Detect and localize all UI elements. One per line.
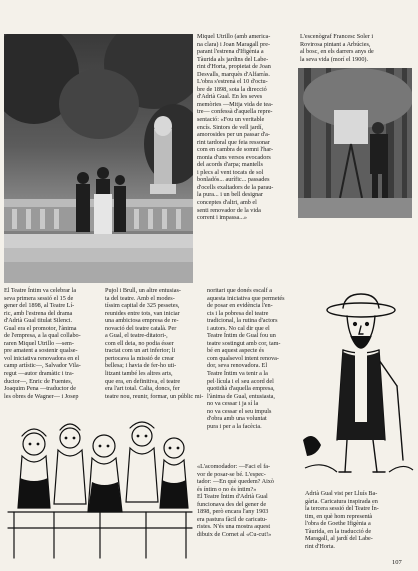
text-line: pre amatent a sostenir qualse- — [4, 347, 78, 355]
text-line: El Teatre Íntim d'Adrià Gual — [197, 493, 268, 501]
text-line: tíssim capital de 325 pessetes, — [105, 302, 180, 310]
text-line: gària. Caricatura inspirada en — [305, 497, 378, 505]
text-line: Joaquim Pena —traductor de — [4, 385, 76, 393]
text-line: d'ocells exaltadors de la parau- — [197, 183, 274, 191]
text-line: tador: —En què quedem? Això — [197, 478, 274, 486]
text-line: Pujol i Brull, un altre entusias- — [105, 287, 181, 294]
page-number: 107 — [392, 559, 402, 566]
photo-horta-garden — [4, 34, 193, 283]
text-line: bre de 1898, sota la direcció — [197, 85, 267, 93]
text-line: ductor—, Enric de Fuentes, — [4, 377, 73, 385]
text-line: vor de posar-se bé. L'espec- — [197, 470, 266, 478]
text-line: rint d'Horta, propietat de Joan — [197, 63, 271, 71]
text-line: teatre nou, reunir, formar, un públic mi- — [105, 392, 204, 400]
text-line: ristes. N'és una mostra aquest — [197, 523, 271, 531]
text-teatre-intim-intro — [4, 287, 102, 400]
text-line: teatre sostingut amb cor, tam- — [207, 339, 281, 347]
text-line: senti renovador de la vida — [197, 206, 261, 214]
text-line: encís. Sintors de vell jardí, — [197, 123, 263, 131]
text-line: no va cessar el seu impuls — [207, 407, 272, 415]
text-line: i plecs al vent tocats de sol — [197, 168, 264, 176]
text-line: L'escenògraf Francesc Soler i — [300, 33, 374, 40]
text-line: no va cessar i ja sí la — [207, 400, 259, 408]
text-line: era pastura fàcil de caricatu- — [197, 515, 268, 523]
text-line: aquesta iniciativa que permetés — [207, 294, 285, 302]
text-line: corrent i impassa...» — [197, 214, 248, 222]
text-utrillo-maragall-caption — [197, 33, 288, 222]
text-line: dibuix de Cornet al «Cu-cut!» — [197, 530, 272, 538]
text-line: l'obra de Goethe Ifigènia a — [305, 520, 371, 528]
text-line: bonladós... aurífic... passades — [197, 176, 270, 184]
text-line: pura i per a la facècia. — [207, 422, 262, 430]
text-line: vol iniciativa renovadora en el — [4, 354, 80, 362]
text-line: 1898, però encara l'any 1903 — [197, 508, 269, 516]
text-line: memòries —Mitja vida de tea- — [197, 100, 273, 108]
text-line: na clara) i Joan Maragall pre- — [197, 40, 271, 48]
text-line: d'Adrià Gual titulat Silenci. — [4, 317, 73, 325]
text-line: l'ànima de Gual, entusiasta, — [207, 392, 275, 400]
text-line: ta del teatre. Amb el modes- — [105, 294, 175, 302]
text-line: novació del teatre català. Per — [105, 324, 177, 332]
text-line: de l'empresa, a la qual collabo- — [4, 332, 81, 340]
text-line: El Teatre Íntim va celebrar la — [4, 287, 77, 294]
text-line: les obres de Wagner— i Josep — [4, 392, 79, 400]
text-line: rint d'Horta. — [305, 542, 335, 550]
text-line: d'obra amb una voluntat — [207, 415, 267, 423]
text-soler-rovirosa-caption — [300, 33, 412, 63]
text-line: monia d'uns versos evocadors — [197, 153, 271, 161]
text-teatre-intim-continued — [207, 287, 301, 430]
text-line: com en cambra de somni l'har- — [197, 146, 274, 154]
text-bagaria-caption — [305, 490, 411, 550]
text-acomodador-caption — [197, 463, 301, 538]
text-line: Desvalls, marquès d'Alfarràs. — [197, 70, 270, 78]
text-line: gener del 1898, al Teatre Lí- — [4, 302, 75, 310]
text-line: bé en aquest aspecte és — [207, 347, 265, 355]
text-line: i autors. No cal dir que el — [207, 324, 270, 332]
text-line: com ell deia, no podia ésser — [105, 339, 174, 347]
text-line: pel·lícula i el seu acord del — [207, 377, 274, 385]
text-line: funcionava des del gener de — [197, 500, 267, 508]
text-line: rint tardoral que feia ressonar — [197, 138, 270, 146]
text-line: sentació: «Fou un veritable — [197, 116, 265, 124]
text-line: com qualsevol intent renova- — [207, 354, 279, 362]
text-line: tre— confessà d'aquella repre- — [197, 108, 273, 116]
text-line: cis i la pobresa del teatre — [207, 309, 269, 317]
text-line: tractat com un art inferior; li — [105, 347, 176, 355]
text-line: Miquel Utrillo (amb america- — [197, 33, 271, 40]
text-line: dor, seva renovadora. El — [207, 362, 268, 370]
text-line: Adrià Gual vist per Lluís Ba- — [305, 490, 378, 497]
text-line: seva primera sessió el 15 de — [4, 294, 74, 302]
text-line: camp artístic—, Salvador Vila- — [4, 362, 81, 370]
caricature-cu-cut-audience — [4, 408, 196, 566]
text-line: parant l'estrena d'Ifigènia a — [197, 48, 264, 56]
text-line: de posar en evidència l'en- — [207, 302, 273, 310]
text-line: raren Miquel Utrillo —sem- — [4, 339, 74, 347]
text-line: la pura... i un bell designar — [197, 191, 263, 199]
text-line: tradicional, la rutina d'actors — [207, 317, 278, 325]
text-line: Maragall, al jardí del Labe- — [305, 535, 373, 543]
caricature-adria-gual — [303, 290, 415, 480]
text-line: Gual era el promotor, l'ànima — [4, 324, 77, 332]
text-line: a Gual, el teatre-ditatori-, — [105, 332, 168, 340]
photo-soler-rovirosa-painting — [298, 68, 412, 218]
text-line: ric, amb l'estrena del drama — [4, 309, 73, 317]
text-line: una ambiciosa empresa de re- — [105, 317, 179, 325]
text-line: bellesa; i havia de fer-ho uti- — [105, 362, 177, 370]
text-line: era l'art total. Calia, doncs, fer — [105, 385, 180, 393]
text-line: regut —autor dramàtic i tra- — [4, 370, 74, 378]
text-line: L'obra s'estrenà el 10 d'octu- — [197, 78, 268, 86]
text-line: reunides entre tots, van iniciar — [105, 309, 180, 317]
text-line: pertocava la missió de crear — [105, 354, 175, 362]
text-line: litzant també les altres arts, — [105, 370, 173, 378]
text-line: tim, en què hom representà — [305, 512, 373, 520]
text-line: conceptes d'altri, amb el — [197, 199, 257, 207]
text-line: al bosc, en els darrers anys de — [300, 48, 374, 56]
text-line: que era, en definitiva, el teatre — [105, 377, 181, 385]
text-line: amorosides per un passar d'a- — [197, 131, 270, 139]
text-teatre-intim-body — [105, 287, 203, 400]
text-line: la tercera sessió del Teatre Ín- — [305, 505, 379, 513]
text-line: del acords d'arpa; mantells — [197, 161, 263, 169]
text-line: Teatre Íntim de Gual fou un — [207, 332, 276, 340]
text-line: «L'acomodador: —Faci el fa- — [197, 463, 271, 470]
text-line: Tàurida, en la traducció de — [305, 527, 372, 535]
text-line: Teatre Íntim va tenir a la — [207, 370, 268, 378]
text-line: quotidià d'aquella empresa, — [207, 385, 275, 393]
text-line: d'Adrià Gual. En les seves — [197, 93, 263, 101]
text-line: Rovirosa pintant a Arbúcies, — [300, 40, 371, 48]
text-line: Tàurida als jardins del Labe- — [197, 55, 269, 63]
text-line: la seva vida (morí el 1900). — [300, 55, 369, 63]
text-line: és íntim o no és íntim?» — [197, 485, 257, 493]
text-line: noritari que donés escalf a — [207, 287, 272, 294]
